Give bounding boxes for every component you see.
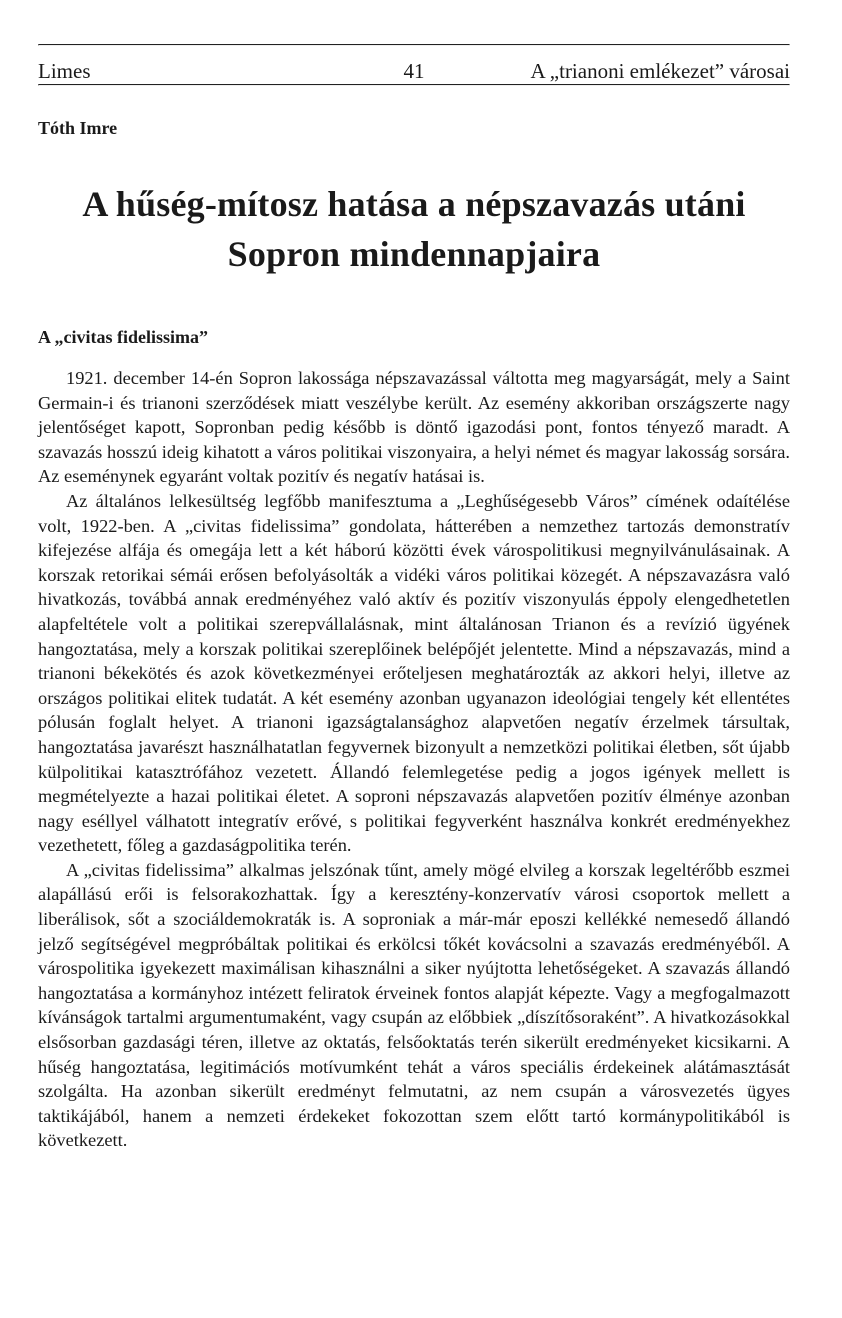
article-body [38,366,790,1153]
title-line-1: A hűség-mítosz hatása a népszavazás utáni [82,184,746,224]
paragraph-2: Az általános lelkesültség legfőbb manifesztuma a „Leghűségesebb Város” címének odaítélése volt, 1922-ben. A „civitas fidelissima” gondolata, hátterében a nemzethez tartozás demonstratív kifejezése alfája és omegája lett a két háború közötti évek várospolitikusi megnyilvánulásainak. A korszak retorikai sémái erősen befolyásolták a vidéki város politikai közegét. A népszavazásra való hivatkozás, továbbá annak eredményéhez való aktív és pozitív viszonyulás éppoly elengedhetetlen alapfeltétele volt a politikai szerepvállalásnak, mint általánosan Trianon és a revízió ügyének hangoztatása, mely a korszak politikai szereplőinek belépőjét jelentette. Mind a népszavazás, mind a trianoni békekötés és azok következményei erőteljesen meghatározták az akkori helyi, illetve az országos politikai elitek tudatát. A két esemény azonban ugyanazon ideológiai tengely két ellentétes pólusán foglalt helyet. A trianoni igazságtalansághoz alapvetően negatív érzelmek társultak, hangoztatása javarészt használhatatlan fegyvernek bizonyult a nemzetközi politikai életben, sőt újabb külpolitikai katasztrófához vezetett. Állandó felemlegetése pedig a jogos igények mellett is megmételyezte a hazai politikai életet. A soproni népszavazás alapvetően pozitív élménye azonban nagy eséllyel válhatott integratív erővé, s politikai fegyverként használva konkrét eredményekhez vezethetett, főleg a gazdaságpolitika terén. [38,490,790,856]
article-title [38,179,790,279]
title-line-2: Sopron mindennapjaira [227,234,601,274]
journal-name: Limes [38,59,91,83]
page [38,44,790,1153]
issue-title: A „trianoni emlékezet” városai [530,59,790,83]
paragraph-1: 1921. december 14-én Sopron lakossága népszavazással váltotta meg magyarságát, mely a Saint Germain-i és trianoni szerződések miatt veszélybe került. Az esemény akkoriban országszerte nagy jelentőséget kapott, Sopronban pedig később is döntő igazodási pont, fontos tényező maradt. A szavazás hosszú ideig kihatott a város politikai viszonyaira, a helyi német és magyar lakosság sorsára. Az eseménynek egyaránt voltak pozitív és negatív hatásai is. [38,368,790,487]
author: Tóth Imre [38,118,118,138]
section-heading: A „civitas fidelissima” [38,327,208,347]
page-number: 41 [403,59,425,83]
paragraph-3: A „civitas fidelissima” alkalmas jelszónak tűnt, amely mögé elvileg a korszak legeltérőbb eszmei alapállású erői is felsorakozhattak. Így a keresztény-konzervatív városi csoportok mellett a liberálisok, sőt a szociáldemokraták is. A soproniak a már-már eposzi kellékké nemesedő állandó jelző segítségével megpróbáltak politikai és erkölcsi tőkét kovácsolni a szavazás eredményéből. A várospolitika igyekezett maximálisan kihasználni a siker nyújtotta lehetőségeket. A szavazás állandó hangoztatása a kormányhoz intézett feliratok érveinek fontos alapját képezte. Vagy a megfogalmazott kívánságok tartalmi argumentumaként, vagy csupán az előbbiek „díszítősoraként”. A hivatkozásokkal elsősorban gazdasági téren, illetve az oktatás, felsőoktatás terén sikerült eredményeket kicsikarni. A hűség hangoztatása, legitimációs motívumként tehát a város speciális érdekeinek alátámasztását szolgálta. Ha azonban sikerült eredményt felmutatni, az nem csupán a városvezetés ügyes taktikájából, hanem a nemzeti érdekeket fokozottan szem előtt tartó kormánypolitikából is következett. [38,859,790,1151]
running-header [38,46,790,84]
